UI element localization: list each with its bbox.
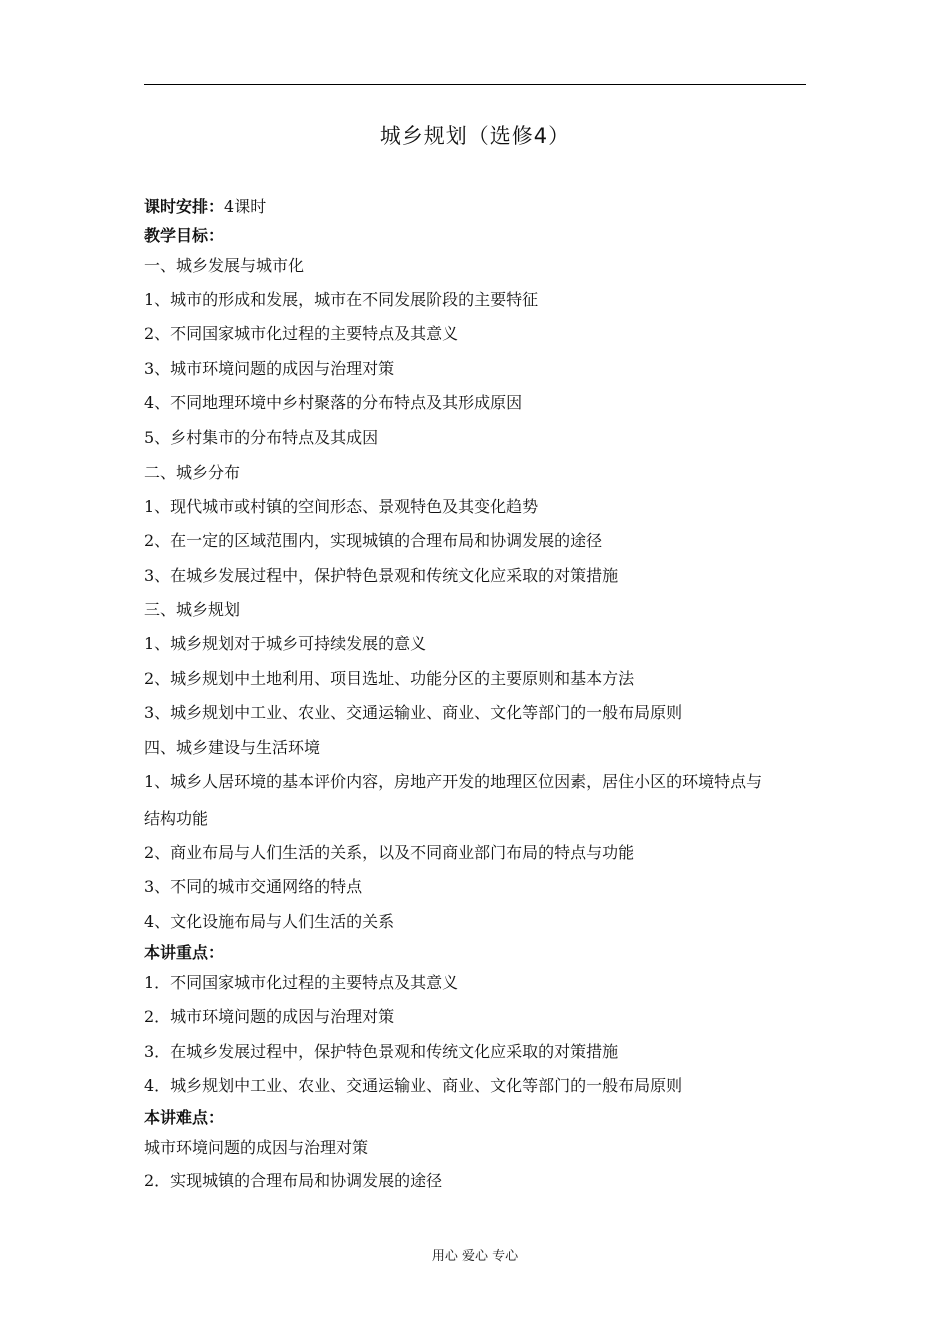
list-item-continuation: 结构功能 [144, 809, 209, 828]
section-heading-4: 四、城乡建设与生活环境 [144, 738, 321, 757]
list-item: 3、在城乡发展过程中，保护特色景观和传统文化应采取的对策措施 [144, 566, 619, 585]
list-item: 2、城乡规划中土地利用、项目选址、功能分区的主要原则和基本方法 [144, 669, 635, 688]
section-heading-3: 三、城乡规划 [144, 600, 241, 619]
header-rule [144, 84, 806, 85]
key-point-item: 2．城市环境问题的成因与治理对策 [144, 1007, 395, 1026]
list-item: 2、不同国家城市化过程的主要特点及其意义 [144, 324, 459, 343]
section-heading-1: 一、城乡发展与城市化 [144, 256, 305, 275]
difficult-point-item: 城市环境问题的成因与治理对策 [144, 1138, 369, 1157]
key-point-item: 1．不同国家城市化过程的主要特点及其意义 [144, 973, 459, 992]
key-point-item: 4．城乡规划中工业、农业、交通运输业、商业、文化等部门的一般布局原则 [144, 1076, 683, 1095]
list-item: 3、不同的城市交通网络的特点 [144, 877, 363, 896]
list-item: 1、现代城市或村镇的空间形态、景观特色及其变化趋势 [144, 497, 539, 516]
list-item: 1、城乡规划对于城乡可持续发展的意义 [144, 634, 427, 653]
list-item: 1、城市的形成和发展，城市在不同发展阶段的主要特征 [144, 290, 539, 309]
list-item: 2、商业布局与人们生活的关系，以及不同商业部门布局的特点与功能 [144, 843, 635, 862]
list-item: 5、乡村集市的分布特点及其成因 [144, 428, 379, 447]
key-point-item: 3．在城乡发展过程中，保护特色景观和传统文化应采取的对策措施 [144, 1042, 619, 1061]
schedule-line [144, 196, 814, 218]
key-points-label: 本讲重点： [144, 943, 225, 962]
list-item: 2、在一定的区域范围内，实现城镇的合理布局和协调发展的途径 [144, 531, 603, 550]
page-footer: 用心 爱心 专心 [431, 1249, 519, 1264]
schedule-value: 4课时 [224, 197, 267, 216]
list-item: 1、城乡人居环境的基本评价内容，房地产开发的地理区位因素，居住小区的环境特点与 [144, 772, 763, 791]
section-heading-2: 二、城乡分布 [144, 463, 241, 482]
list-item: 4、文化设施布局与人们生活的关系 [144, 912, 395, 931]
difficult-points-label: 本讲难点： [144, 1108, 225, 1127]
difficult-point-item: 2．实现城镇的合理布局和协调发展的途径 [144, 1171, 443, 1190]
list-item: 3、城乡规划中工业、农业、交通运输业、商业、文化等部门的一般布局原则 [144, 703, 683, 722]
schedule-label: 课时安排： [144, 197, 225, 216]
list-item: 4、不同地理环境中乡村聚落的分布特点及其形成原因 [144, 393, 523, 412]
objectives-label: 教学目标： [144, 226, 225, 245]
document-title: 城乡规划（选修4） [379, 124, 571, 148]
list-item: 3、城市环境问题的成因与治理对策 [144, 359, 395, 378]
